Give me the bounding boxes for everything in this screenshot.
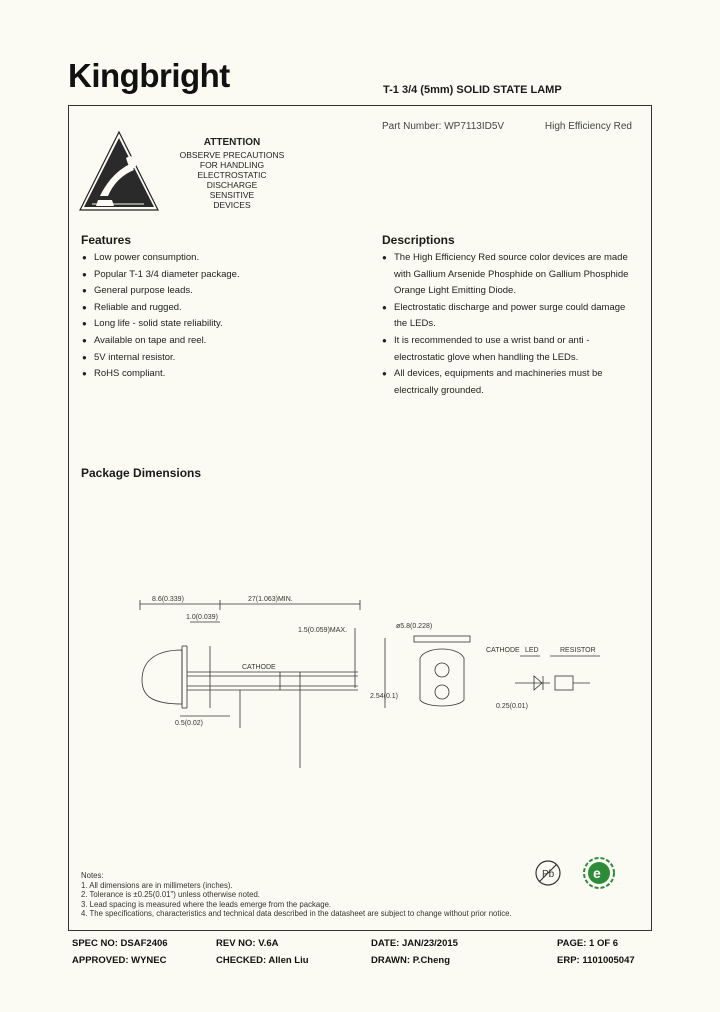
eco-e-icon [582, 856, 616, 890]
list-item-line: the LEDs. [394, 318, 436, 330]
dim-flange: 1.0(0.039) [186, 614, 218, 621]
list-item-line: ● All devices, equipments and machineries must be [394, 368, 603, 380]
svg-text:e: e [593, 865, 601, 881]
dim-lead-edge: 1.5(0.059)MAX. [298, 627, 348, 634]
attention-line: DISCHARGE [206, 180, 258, 190]
list-item: ● Reliable and rugged. [82, 300, 342, 317]
revision-number: REV NO: V.6A [216, 938, 279, 949]
lead-free-icon [533, 858, 563, 888]
brand-logo: Kingbright [68, 57, 230, 94]
list-item: ● RoHS compliant. [82, 366, 342, 383]
esd-warning-icon [78, 130, 160, 214]
spec-number: SPEC NO: DSAF2406 [72, 938, 168, 949]
list-item: ● General purpose leads. [82, 283, 342, 300]
attention-line: OBSERVE PRECAUTIONS [179, 150, 285, 160]
notes-block [81, 871, 512, 919]
attention-line: FOR HANDLING [199, 160, 265, 170]
list-item: ● 5V internal resistor. [82, 350, 342, 367]
attention-line: DEVICES [213, 200, 251, 210]
note-line: 3. Lead spacing is measured where the leads emerge from the package. [81, 899, 332, 909]
list-item-line: electrically grounded. [394, 384, 484, 396]
descriptions-list [382, 250, 642, 399]
package-dimensions-drawing [130, 588, 630, 788]
list-item-line: Orange Light Emitting Diode. [394, 285, 516, 297]
list-item [382, 250, 642, 300]
cathode-label: CATHODE [242, 664, 276, 671]
note-line: 4. The specifications, characteristics and technical data described in the datasheet are subject to change without prior notice. [81, 909, 512, 919]
part-info [382, 121, 632, 132]
list-item: ● Low power consumption. [82, 250, 342, 267]
erp-number: ERP: 1101005047 [557, 955, 635, 966]
dim-spacing: 2.54(0.1) [370, 693, 399, 700]
features-heading: Features [81, 233, 132, 247]
descriptions-heading: Descriptions [382, 233, 455, 247]
list-item: ● Available on tape and reel. [82, 333, 342, 350]
schematic-cathode-label: CATHODE [486, 647, 520, 654]
page-indicator: PAGE: 1 OF 6 [557, 938, 619, 949]
features-list [82, 250, 342, 383]
part-description: High Efficiency Red [544, 121, 632, 132]
note-line: 1. All dimensions are in millimeters (inches). [81, 880, 233, 890]
dim-lead-thickness: 0.5(0.02) [175, 720, 204, 727]
list-item: ● Long life - solid state reliability. [82, 316, 342, 333]
drawn-by: DRAWN: P.Cheng [371, 955, 450, 966]
note-line: 2. Tolerance is ±0.25(0.01") unless otherwise noted. [81, 890, 260, 900]
dim-length-total: 8.6(0.339) [152, 596, 184, 603]
approved-by: APPROVED: WYNEC [72, 955, 167, 966]
list-item [382, 333, 642, 366]
part-number: Part Number: WP7113ID5V [382, 121, 505, 132]
document-title: T-1 3/4 (5mm) SOLID STATE LAMP [383, 84, 562, 96]
schematic-resistor-label: RESISTOR [560, 647, 596, 654]
attention-line: SENSITIVE [209, 190, 255, 200]
list-item-line: with Gallium Arsenide Phosphide on Gallium Phosphide [394, 268, 629, 280]
checked-by: CHECKED: Allen Liu [216, 955, 309, 966]
attention-heading: ATTENTION [203, 137, 261, 148]
package-dimensions-heading: Package Dimensions [81, 466, 202, 480]
content-frame [68, 105, 652, 931]
document-date: DATE: JAN/23/2015 [371, 938, 458, 949]
schematic-led-label: LED [525, 647, 539, 654]
list-item-line: ● It is recommended to use a wrist band or anti - [394, 334, 590, 346]
svg-text:Pb: Pb [542, 869, 555, 880]
notes-title: Notes: [81, 871, 104, 880]
list-item-line: ● The High Efficiency Red source color devices are made [394, 252, 628, 263]
list-item: ● Popular T-1 3/4 diameter package. [82, 267, 342, 284]
attention-notice [172, 138, 292, 210]
list-item-line: ● Electrostatic discharge and power surge could damage [394, 301, 626, 313]
attention-line: ELECTROSTATIC [197, 170, 267, 180]
list-item [382, 300, 642, 333]
dim-body-diameter: ø5.8(0.228) [396, 623, 433, 630]
list-item-line: electrostatic glove when handling the LEDs. [394, 351, 579, 363]
dim-gap: 0.25(0.01) [496, 703, 528, 710]
dim-lead-length: 27(1.063)MIN. [248, 596, 293, 603]
list-item [382, 366, 642, 399]
